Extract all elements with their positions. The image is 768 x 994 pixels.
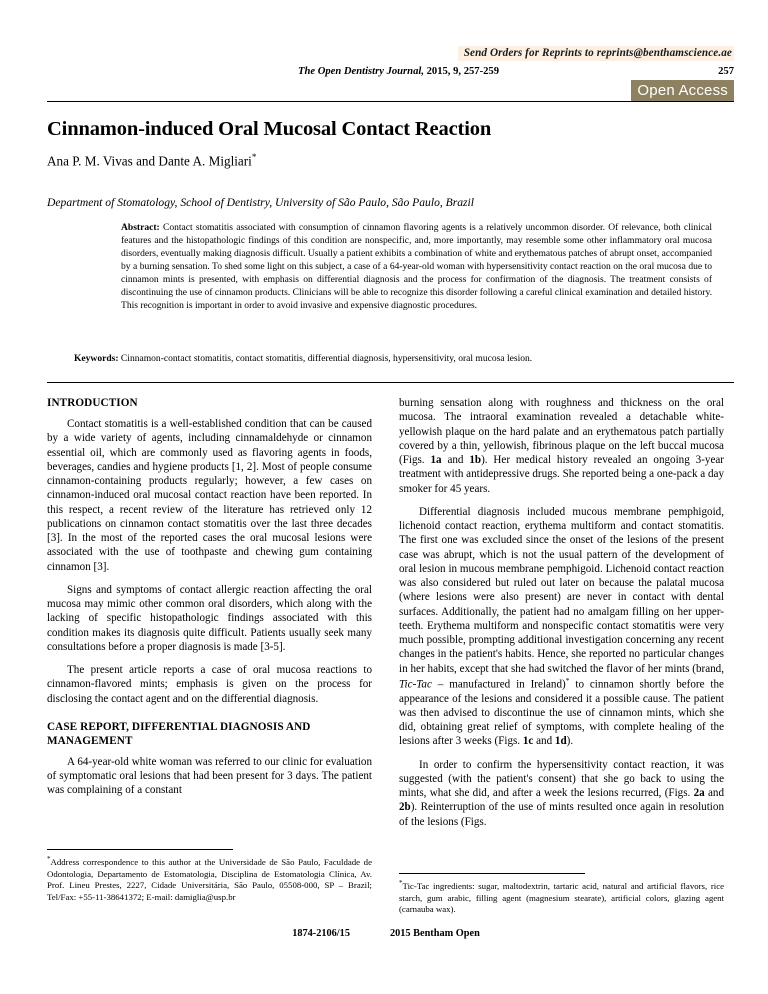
paragraph-text: ). Her medical history revealed an ongoing 3-year treatment with antidepressive drugs. She reported being a one-pack a day smoker for 45 years. (399, 454, 724, 495)
abstract-divider (47, 382, 734, 383)
page-number: 257 (718, 66, 734, 77)
paragraph-text: to cinnamon shortly before the appearance of the lesions and considered it a possible cause. The patient was then advised to discontinue the use of cinnamon mints, which she did, obtaining great relief of symptoms, with complete healing of the lesions after 3 weeks (Figs. (399, 678, 724, 748)
paragraph (399, 396, 724, 496)
header-divider (47, 101, 734, 102)
keywords-block (74, 353, 712, 366)
open-access-badge: Open Access (631, 80, 734, 102)
paragraph-text: ). Reinterruption of the use of mints resulted once again in resolution of the lesions (Figs. (399, 801, 724, 828)
footnote-body: Address correspondence to this author at the Universidade de São Paulo, Faculdade de Odontologia, Departamento de Estomatologia, Disciplina de Estomatologia Clínica, Av. Prof. Lineu Prestes, 2227, Cidade Universitária, São Paulo, 05508-000, SP – Brazil; Tel/Fax: +55-11-38641372; E-mail: damiglia@usp.br (47, 856, 372, 902)
paragraph-text: burning sensation along with roughness and thickness on the oral mucosa. The intraoral examination revealed a detachable white-yellowish plaque on the hard palate and an erythematous patch partially covered by a thin, yellowish, fibrinous plaque on the left buccal mucosa (Figs. (399, 397, 724, 466)
paragraph-text: ). (566, 735, 574, 748)
paragraph-text: Differential diagnosis included mucous membrane pemphigoid, lichenoid contact reaction, erythema multiform and contact stomatitis. The first one was excluded since the onset of the lesions of the present case was abrupt, which is not the usual pattern of the development of oral lesion in mucous membrane pemphigoid. Lichenoid contact reaction was also considered but ruled out later on because the palatal mucosa (where lesions were also present) are never in contact with dental surfaces. Additionally, the patient had no amalgam filling on her upper-teeth. Erythema multiform and nonspecific contact stomatitis were very much possible, prompting additional investigation concerning any recent changes in the patient's habits. Hence, she reported no particular changes in her habits, except that she had switched the flavor of her mints (brand, (399, 505, 724, 675)
footnote-marker: * (399, 879, 403, 887)
footnote-body: Tic-Tac ingredients: sugar, maltodextrin, tartaric acid, natural and artificial flavors, rice starch, gum arabic, filling agent (magnesium stearate), artificial colors, glazing agent (carnauba wax). (399, 880, 724, 915)
author-names: Ana P. M. Vivas and Dante A. Migliari (47, 153, 252, 169)
paragraph: Contact stomatitis is a well-established condition that can be caused by a wide variety of agents, including cinnamaldehyde or cinnamon essential oil, which are commonly used as flavoring agents in foods, beverages, candies and hygiene products [1, 2]. Most of people consume cinnamon-containing products regularly; however, a few cases on cinnamon-induced oral mucosal contact reaction have been reported. In this respect, a recent review of the literature has retrieved only 12 publications on cinnamon contact stomatitis over the last three decades [3]. In the most of the reported cases the oral mucosal lesions were associated with the use of toothpaste and chewing gum containing cinnamon [3]. (47, 418, 372, 573)
figure-ref-2b: 2b (399, 801, 411, 814)
section-heading-case-report: CASE REPORT, DIFFERENTIAL DIAGNOSIS AND MANAGEMENT (47, 720, 311, 747)
figure-ref-1d: 1d (554, 735, 567, 748)
right-column (399, 396, 724, 829)
left-column (47, 396, 372, 829)
footnote-divider (47, 849, 233, 850)
publisher-name: 2015 Bentham Open (389, 928, 480, 939)
footnote-marker: * (47, 855, 51, 863)
journal-name: The Open Dentistry Journal, (298, 66, 424, 77)
figure-ref-1b: 1b (469, 454, 482, 466)
keywords-label: Keywords: (74, 353, 119, 364)
footnote-correspondence (47, 849, 372, 904)
keywords-text: Cinnamon-contact stomatitis, contact stomatitis, differential diagnosis, hypersensitivity, oral mucosa lesion. (118, 353, 533, 364)
paragraph: Signs and symptoms of contact allergic reaction affecting the oral mucosa may mimic other common oral disorders, which along with the lacking of specific histopathologic findings associated with this condition makes its diagnosis quite difficult. Patients usually seek many consultations before a proper diagnosis is made [3-5]. (47, 583, 372, 653)
figure-ref-1c: 1c (522, 735, 534, 748)
paragraph (399, 758, 724, 829)
figure-ref-2a: 2a (693, 787, 705, 800)
abstract-block (121, 222, 712, 312)
reprint-orders-notice: Send Orders for Reprints to reprints@benthamscience.ae (458, 46, 734, 61)
conjunction: and (704, 787, 724, 800)
journal-volume-info: 2015, 9, 257-259 (423, 66, 500, 77)
body-columns (47, 396, 725, 829)
author-list (47, 152, 708, 169)
journal-header-line (298, 66, 734, 77)
paragraph-text: – manufactured in Ireland) (431, 678, 566, 691)
section-heading-introduction: INTRODUCTION (47, 397, 138, 409)
abstract-text: Contact stomatitis associated with consumption of cinnamon flavoring agents is a relatively uncommon disorder. Of relevance, both clinical features and the histopathologic findings of this condition are nonspecific, and, more importantly, may resemble some other inflammatory oral mucosa disorders, eventually making diagnosis difficult. Usually a patient exhibits a combination of white and erythematous patches of abrupt onset, accompanied by a burning sensation. To shed some light on this subject, a case of a 64-year-old woman with hypersensitivity contact reaction on the oral mucosa due to cinnamon mints is presented, with emphasis on differential diagnosis and the process for confirmation of the diagnosis. The treatment consists of discontinuing the use of cinnamon products. Clinicians will be able to recognize this disorder following a careful clinical examination and detailed history. This recognition is important in order to avoid invasive and expensive diagnostic procedures. (121, 222, 712, 311)
paragraph (399, 505, 724, 749)
footnote-ingredients (399, 873, 724, 916)
footnote-text (399, 879, 724, 916)
affiliation: Department of Stomatology, School of Dentistry, University of São Paulo, São Paulo, Brazil (47, 196, 475, 209)
paragraph: The present article reports a case of oral mucosa reactions to cinnamon-flavored mints; emphasis is given on the process for disclosing the contact agent and on the differential diagnosis. (47, 664, 372, 705)
paragraph: A 64-year-old white woman was referred to our clinic for evaluation of symptomatic oral lesions that had been present for 3 days. The patient was complaining of a constant (47, 755, 372, 797)
footnote-text (47, 855, 372, 904)
journal-citation (298, 66, 499, 77)
conjunction: and (533, 735, 555, 748)
abstract-label: Abstract: (121, 222, 160, 233)
brand-name: Tic-Tac (399, 678, 432, 691)
corresponding-author-marker: * (251, 152, 257, 162)
conjunction: and (441, 454, 470, 466)
issn-code: 1874-2106/15 (292, 928, 350, 939)
page-footer (47, 928, 725, 939)
page-title: Cinnamon-induced Oral Mucosal Contact Reaction (47, 117, 492, 140)
open-access-container (631, 80, 734, 102)
footnote-marker: * (565, 675, 570, 685)
figure-ref-1a: 1a (430, 454, 442, 466)
footnote-divider (399, 873, 585, 874)
paragraph-text: In order to confirm the hypersensitivity contact reaction, it was suggested (with the patient's consent) that she go back to using the mints, what she did, and after a week the lesions recurred, (Figs. (399, 758, 724, 800)
